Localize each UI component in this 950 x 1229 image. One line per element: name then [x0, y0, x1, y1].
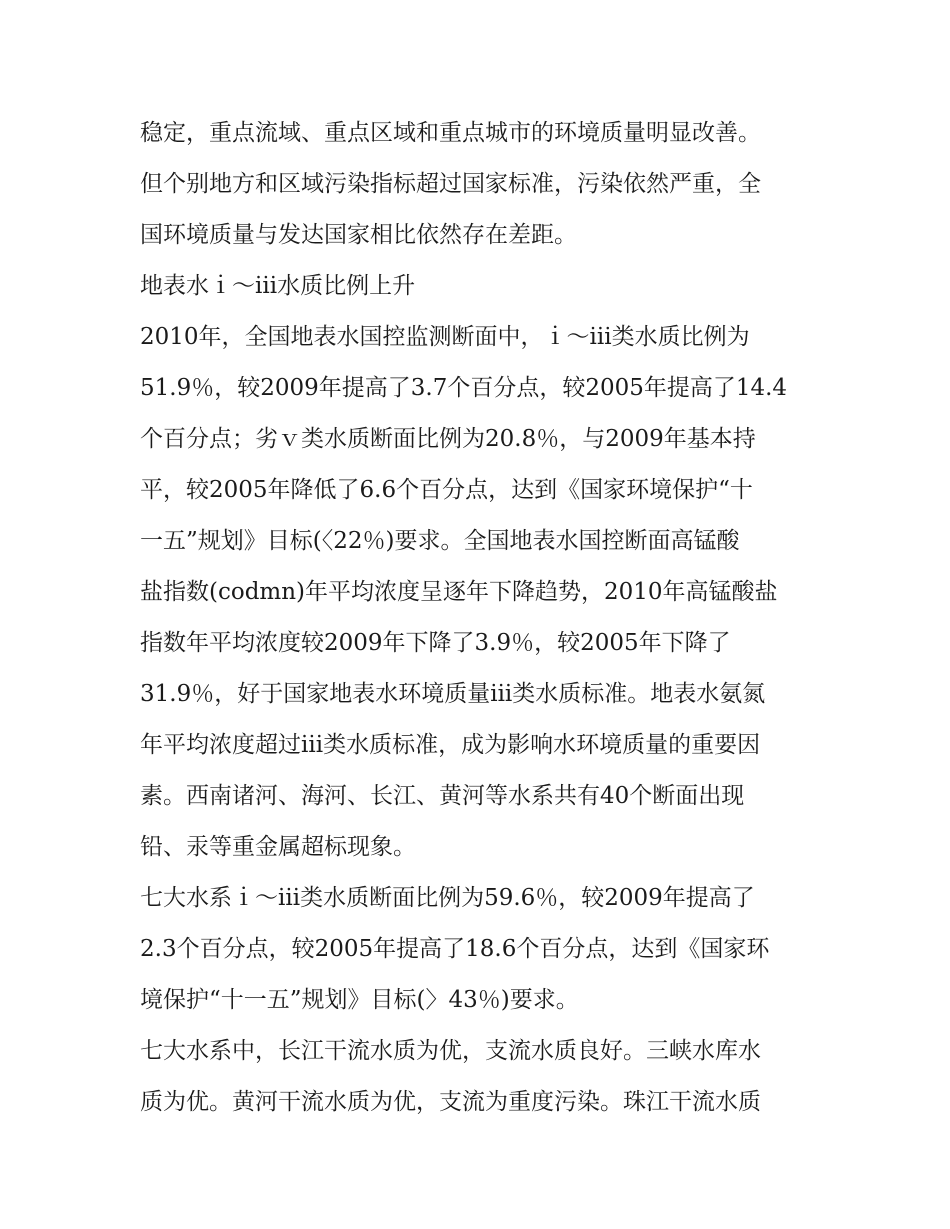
text-line: 31.9％，好于国家地表水环境质量iii类水质标准。地表水氨氮 — [140, 681, 766, 707]
text-line: 境保护“十一五”规划》目标(〉43％)要求。 — [140, 987, 579, 1013]
text-line: 2.3个百分点，较2005年提高了18.6个百分点，达到《国家环 — [140, 936, 770, 962]
text-line: 七大水系ｉ～iii类水质断面比例为59.6％，较2009年提高了 — [140, 885, 755, 911]
text-line: 一五”规划》目标(〈22％)要求。全国地表水国控断面高锰酸 — [140, 528, 740, 554]
text-line: 稳定，重点流域、重点区域和重点城市的环境质量明显改善。 — [140, 120, 761, 146]
text-line: 指数年平均浓度较2009年下降了3.9％，较2005年下降了 — [140, 630, 731, 656]
text-line: 年平均浓度超过iii类水质标准，成为影响水环境质量的重要因 — [140, 732, 761, 758]
text-line: 51.9％，较2009年提高了3.7个百分点，较2005年提高了14.4 — [140, 375, 788, 401]
text-line: 国环境质量与发达国家相比依然存在差距。 — [140, 222, 577, 248]
text-line: 铅、汞等重金属超标现象。 — [140, 834, 416, 860]
document-body — [140, 108, 820, 1128]
text-line: 质为优。黄河干流水质为优，支流为重度污染。珠江干流水质 — [140, 1089, 761, 1115]
text-line: 盐指数(codmn)年平均浓度呈逐年下降趋势，2010年高锰酸盐 — [140, 579, 778, 605]
section-heading: 地表水ｉ～iii水质比例上升 — [140, 273, 416, 299]
text-line: 个百分点；劣ｖ类水质断面比例为20.8％，与2009年基本持 — [140, 426, 756, 452]
text-line: 2010年，全国地表水国控监测断面中，ｉ～iii类水质比例为 — [140, 324, 750, 350]
text-line: 但个别地方和区域污染指标超过国家标准，污染依然严重，全 — [140, 171, 761, 197]
text-line: 素。西南诸河、海河、长江、黄河等水系共有40个断面出现 — [140, 783, 745, 809]
text-line: 七大水系中，长江干流水质为优，支流水质良好。三峡水库水 — [140, 1038, 761, 1064]
text-line: 平，较2005年降低了6.6个百分点，达到《国家环境保护“十 — [140, 477, 753, 503]
